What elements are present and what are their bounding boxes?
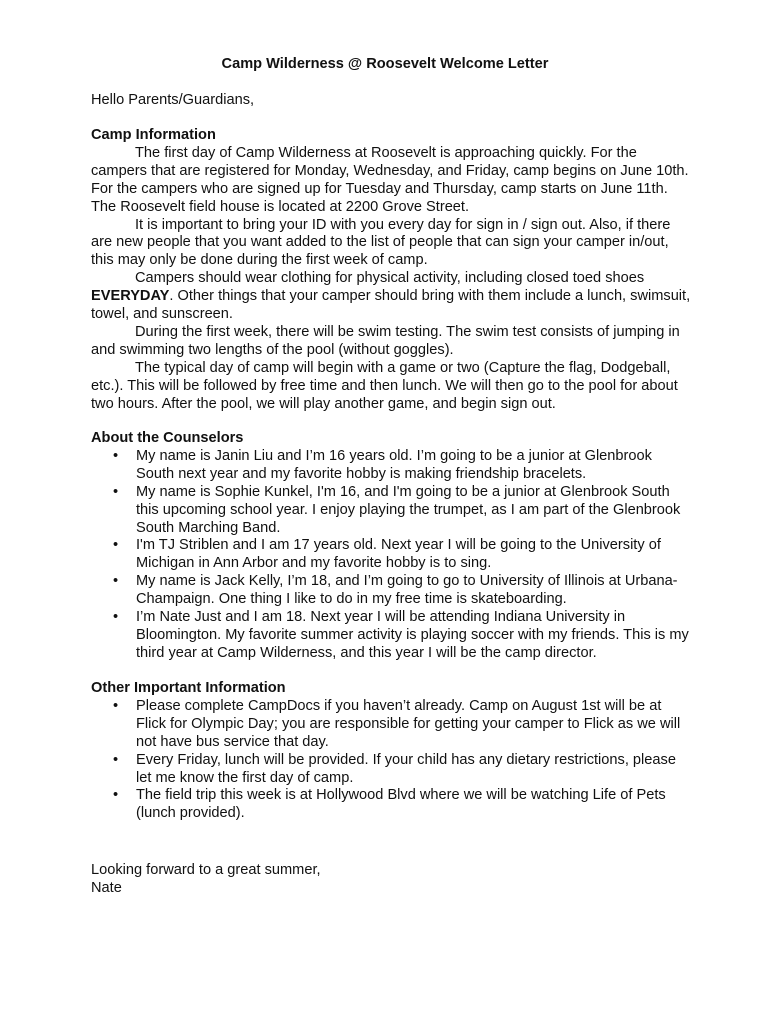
paragraph: It is important to bring your ID with you every day for sign in / sign out. Also, if there are new people that you want added to the list of people that can sign your camper in/out, this may only be done during the first week of camp. xyxy=(91,216,671,269)
list-item-text: My name is Jack Kelly, I’m 18, and I’m going to go to University of Illinois at Urbana-Champaign. One thing I like to do in my free time is skateboarding. xyxy=(136,573,678,608)
bullet-icon: • xyxy=(113,483,119,500)
bullet-icon: • xyxy=(113,787,119,804)
bullet-icon: • xyxy=(113,751,119,768)
bullet-icon: • xyxy=(113,573,119,590)
bullet-icon: • xyxy=(113,537,119,554)
greeting: Hello Parents/Guardians, xyxy=(91,92,255,108)
list-item xyxy=(91,573,691,609)
list-item-text: My name is Janin Liu and I’m 16 years old. I’m going to be a junior at Glenbrook South next year and my favorite hobby is making friendship bracelets. xyxy=(136,447,652,482)
paragraph: During the first week, there will be swim testing. The swim test consists of jumping in and swimming two lengths of the pool (without goggles). xyxy=(91,323,680,358)
list-item-text: I’m Nate Just and I am 18. Next year I will be attending Indiana University in Bloomington. My favorite summer activity is playing soccer with my friends. This is my third year at Camp Wilderness, and this year I will be the camp director. xyxy=(136,609,689,661)
list-item xyxy=(91,752,691,788)
list-item-text: Please complete CampDocs if you haven’t already. Camp on August 1st will be at Flick for Olympic Day; you are responsible for getting your camper to Flick as we will not have bus service that day. xyxy=(136,697,681,750)
letter-title: Camp Wilderness @ Roosevelt Welcome Letter xyxy=(221,56,549,72)
section-heading: Camp Information xyxy=(91,127,216,143)
list-item-text: My name is Sophie Kunkel, I'm 16, and I'm going to be a junior at Glenbrook South this upcoming school year. I enjoy playing the trumpet, as I am part of the Glenbrook South Marching Band. xyxy=(136,483,681,536)
bullet-icon: • xyxy=(113,447,119,464)
closing xyxy=(91,862,691,898)
closing-line: Looking forward to a great summer, xyxy=(91,862,321,878)
list-item xyxy=(91,698,691,752)
bullet-icon: • xyxy=(113,609,119,626)
paragraph: The typical day of camp will begin with a game or two (Capture the flag, Dodgeball, etc.). This will be followed by free time and then lunch. We will then go to the pool for about two hours. After the pool, we will play another game, and begin sign out. xyxy=(91,359,678,412)
other-information-section xyxy=(91,680,691,823)
list-item xyxy=(91,484,691,538)
section-heading: About the Counselors xyxy=(91,430,244,446)
list-item-text: The field trip this week is at Hollywood Blvd where we will be watching Life of Pets (lunch provided). xyxy=(136,787,666,822)
list-item-text: I'm TJ Striblen and I am 17 years old. Next year I will be going to the University of Michigan in Ann Arbor and my favorite hobby is to sing. xyxy=(136,537,661,572)
camp-information-section xyxy=(91,127,691,414)
emphasis-text: EVERYDAY xyxy=(91,288,170,305)
counselors-section xyxy=(91,430,691,663)
clothing-text: . Other things that your camper should bring with them include a lunch, swimsuit, towel, and sunscreen. xyxy=(91,288,691,323)
list-item xyxy=(91,537,691,573)
info-list xyxy=(91,698,691,823)
bullet-icon: • xyxy=(113,697,119,714)
clothing-paragraph xyxy=(91,270,691,324)
list-item xyxy=(91,787,691,823)
list-item xyxy=(91,448,691,484)
list-item-text: Every Friday, lunch will be provided. If your child has any dietary restrictions, please let me know the first day of camp. xyxy=(136,751,676,786)
section-heading: Other Important Information xyxy=(91,680,286,696)
clothing-text: Campers should wear clothing for physical activity, including closed toed shoes xyxy=(135,270,645,287)
counselor-list xyxy=(91,448,691,663)
paragraph: The first day of Camp Wilderness at Roosevelt is approaching quickly. For the campers that are registered for Monday, Wednesday, and Friday, camp begins on June 10th. For the campers who are signed up for Tuesday and Thursday, camp starts on June 11th. The Roosevelt field house is located at 2200 Grove Street. xyxy=(91,144,689,215)
signature: Nate xyxy=(91,879,122,896)
list-item xyxy=(91,609,691,663)
